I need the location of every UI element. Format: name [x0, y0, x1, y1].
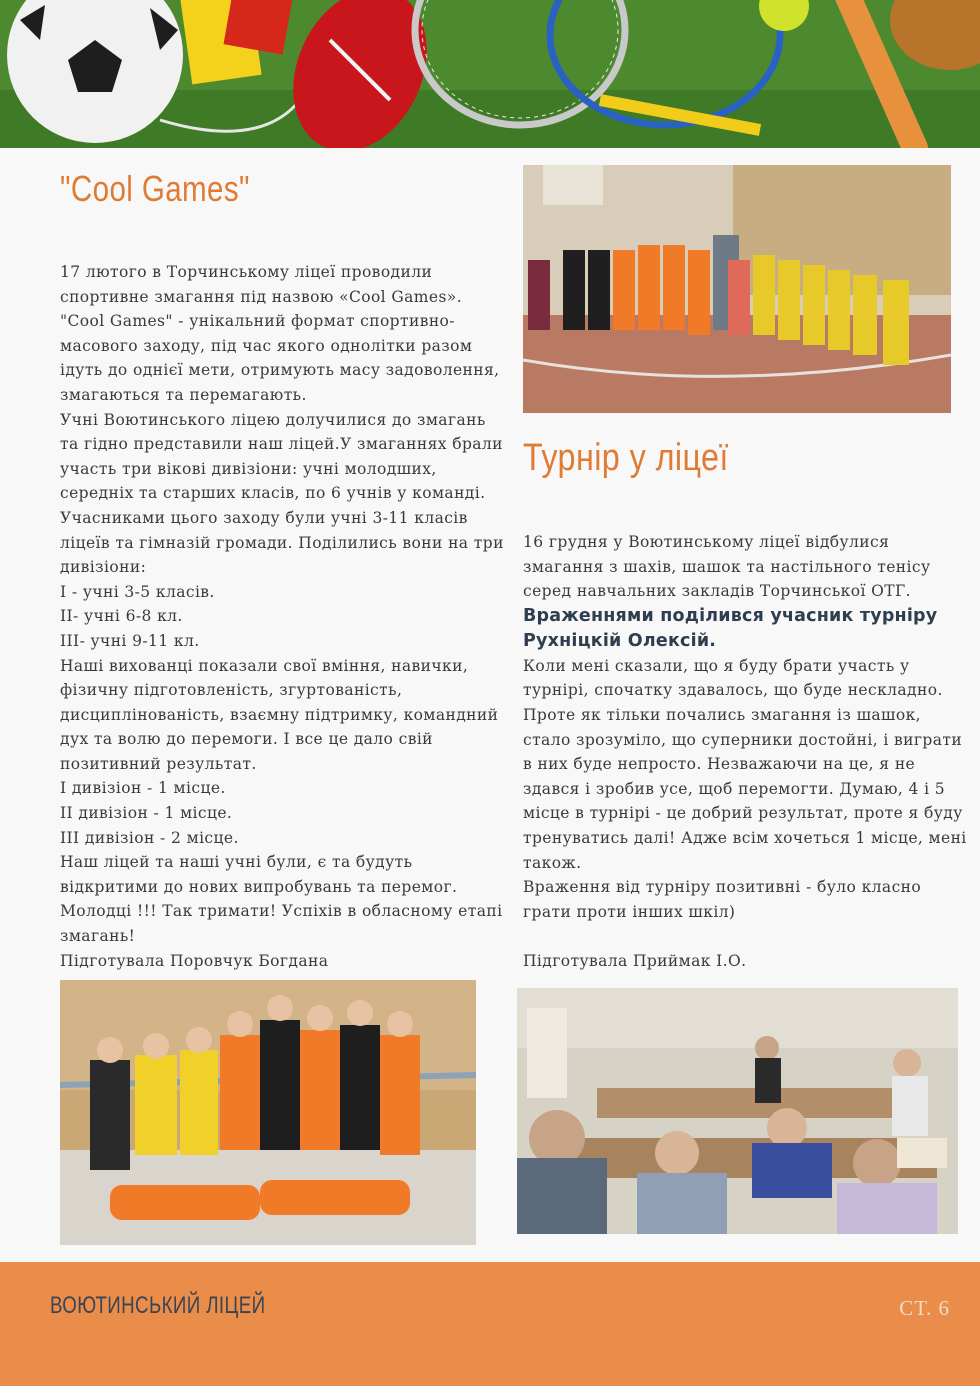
article-body-cool-games: [60, 260, 505, 973]
highlight-text: Враженнями поділився учасник турніру Рухніцкій Олексій.: [523, 605, 938, 651]
paragraph: Наші вихованці показали свої вміння, навички, фізичну підготовленість, згуртованість, дисциплінованість, взаємну підтримку, командний дух та волю до перемоги. І все це дало свій позитивний результат.: [60, 656, 499, 773]
school-name: ВОЮТИНСЬКИЙ ЛІЦЕЙ: [50, 1292, 266, 1319]
paragraph: Учні Воютинського ліцею долучилися до змагань та гідно представили наш ліцей.У змаганнях брали участь три вікові дивізіони: учні молодших, середніх та старших класів, по 6 учнів у команді. Учасниками цього заходу були учні 3-11 класів ліцеїв та гімназій громади. Поділились вони на три дивізіони:: [60, 410, 504, 577]
page-footer: [0, 1262, 980, 1386]
division-item: ІІ- учні 6-8 кл.: [60, 607, 183, 626]
gym-lineup-photo: [523, 165, 951, 413]
header-banner-photo: [0, 0, 980, 148]
quote-paragraph: Враження від турніру позитивні - було класно грати проти інших шкіл): [523, 878, 922, 921]
team-group-photo: [60, 980, 476, 1245]
division-item: І - учні 3-5 класів.: [60, 582, 215, 601]
paragraph: 16 грудня у Воютинському ліцеї відбулися змагання з шахів, шашок та настільного тенісу серед навчальних закладів Торчинської ОТГ.: [523, 533, 931, 601]
article-title-tournament: Турнір у ліцеї: [523, 437, 729, 479]
result-item: ІІІ дивізіон - 2 місце.: [60, 828, 239, 847]
result-item: ІІ дивізіон - 1 місце.: [60, 804, 233, 823]
article-title-cool-games: "Cool Games": [60, 168, 250, 209]
paragraph: 17 лютого в Торчинському ліцеї проводили спортивне змагання під назвою «Cool Games». "Cool Games" - унікальний формат спортивно-масового заходу, під час якого однолітки разом ідуть до однієї мети, отримують масу задоволення, змагаються та перемагають.: [60, 263, 500, 404]
division-item: ІІІ- учні 9-11 кл.: [60, 631, 200, 650]
article-body-tournament: [523, 530, 968, 974]
page-number: СТ. 6: [899, 1296, 950, 1320]
result-item: І дивізіон - 1 місце.: [60, 779, 226, 798]
article-author: Підготувала Поровчук Богдана: [60, 951, 329, 970]
article-author: Підготувала Приймак І.О.: [523, 951, 747, 970]
chess-tournament-photo: [517, 988, 958, 1234]
quote-paragraph: Коли мені сказали, що я буду брати участь у турнірі, спочатку здавалось, що буде нескладно. Проте як тільки почались змагання із шашок, стало зрозуміло, що суперники достойні, і виграти в них буде непросто. Незважаючи на це, я не здався і зробив усе, щоб перемогти. Думаю, 4 і 5 місце в турнірі - це добрий результат, проте я буду тренуватись далі! Адже всім хочеться 1 місце, мені також.: [523, 656, 967, 872]
paragraph: Наш ліцей та наші учні були, є та будуть відкритими до нових випробувань та перемог. Молодці !!! Так тримати! Успіхів в обласному етапі змагань!: [60, 853, 503, 946]
